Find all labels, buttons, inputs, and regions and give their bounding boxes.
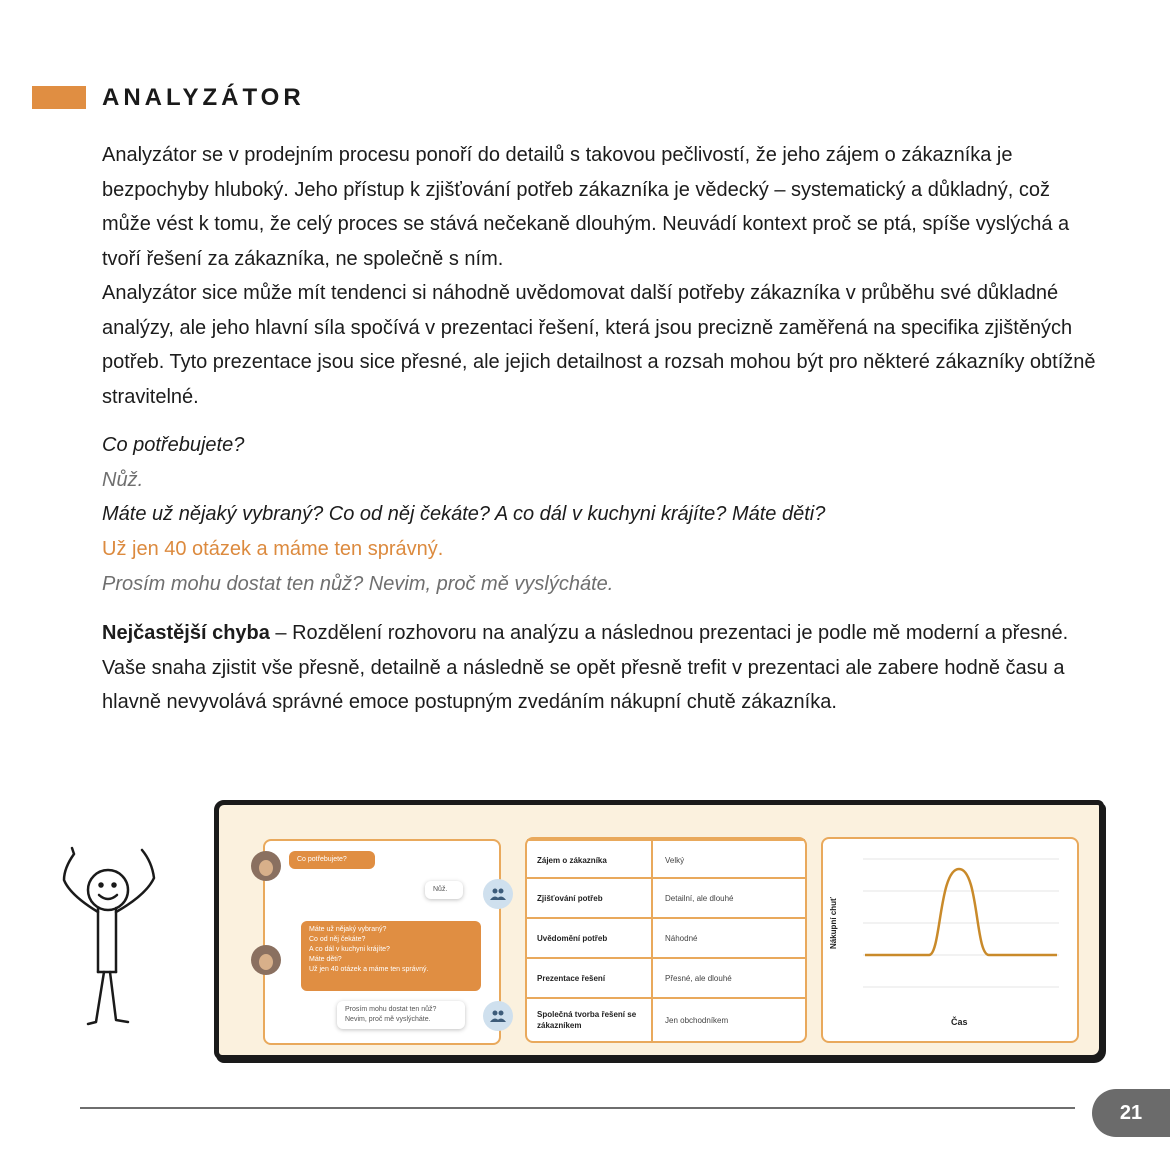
mistake-label: Nejčastější chyba (102, 622, 270, 644)
chart-gridlines (863, 859, 1059, 987)
row-value: Detailní, ale dlouhé (665, 893, 734, 903)
body-text (102, 138, 1102, 414)
mistake-text: – Rozdělení rozhovoru na analýzu a následnou prezentaci je podle mě moderní a přesné. Vaše snaha zjistit vše přesně, detailně a následně se opět přesně trefit v prezentaci ale zabere hodně času a hlavně nevyvolává správné emoce postupným zvedáním nákupní chutě zákazníka. (102, 622, 1069, 713)
table-row (527, 997, 805, 1041)
purchase-desire-chart (821, 837, 1079, 1043)
chart-canvas (823, 839, 1077, 1041)
stick-figure-illustration (50, 840, 160, 1040)
bubble-line: Prosím mohu dostat ten nůž? (345, 1006, 437, 1013)
traits-table (525, 837, 807, 1043)
section-heading: ANALYZÁTOR (102, 84, 305, 111)
footer-rule (80, 1107, 1075, 1109)
row-label: Zjišťování potřeb (537, 893, 603, 903)
seller-avatar-2 (251, 945, 281, 975)
paragraph-1: Analyzátor se v prodejním procesu ponoří do detailů s takovou pečlivostí, že jeho zájem o zákazníka je bezpochyby hluboký. Jeho přístup k zjišťování potřeb zákazníka je vědecký – systematický a důkladný, což může vést k tomu, že celý proces se stává nečekaně dlouhým. Neuvádí kontext proč se ptá, spíše vyslýchá a tvoří řešení za zákazníka, ne společně s ním. (102, 144, 1070, 270)
bubble-line: Nevim, proč mě vyslýcháte. (345, 1016, 431, 1023)
chat-bubble-customer-reply (337, 1001, 465, 1029)
bubble-line: Co od něj čekáte? (309, 936, 366, 943)
people-icon (489, 1010, 507, 1022)
page-number: 21 (1092, 1089, 1170, 1137)
bubble-line: Máte už nějaký vybraný? (309, 926, 387, 933)
seller-avatar (251, 851, 281, 881)
table-row (527, 957, 805, 997)
row-label: Prezentace řešení (537, 973, 606, 983)
chart-x-label: Čas (951, 1017, 968, 1027)
table-row (527, 917, 805, 957)
people-icon (489, 888, 507, 900)
dialog-line-3: Máte už nějaký vybraný? Co od něj čekáte? A co dál v kuchyni krájíte? Máte děti? (102, 503, 826, 526)
row-value: Velký (665, 855, 685, 865)
dialog-line-4: Už jen 40 otázek a máme ten správný. (102, 538, 444, 561)
bubble-line: A co dál v kuchyni krájíte? (309, 946, 390, 953)
analyzer-illustration-panel (214, 800, 1104, 1060)
row-value: Jen obchodníkem (665, 1015, 729, 1025)
row-value: Náhodné (665, 933, 698, 943)
heading-accent-bar (32, 86, 86, 109)
chat-card (263, 839, 501, 1045)
common-mistake (102, 616, 1102, 720)
purchase-desire-line (865, 869, 1057, 955)
chat-bubble-questions (301, 921, 481, 991)
chat-bubble-answer: Nůž. (425, 881, 463, 899)
row-label: Zájem o zákazníka (537, 855, 607, 865)
dialog-line-2: Nůž. (102, 468, 144, 491)
bubble-line: Máte děti? (309, 956, 342, 963)
customer-avatar-2 (483, 1001, 513, 1031)
paragraph-2: Analyzátor sice může mít tendenci si náhodně uvědomovat další potřeby zákazníka v průběhu své důkladné analýzy, ale jeho hlavní síla spočívá v prezentaci řešení, která jsou precizně zaměřená na specifika zjištěných potřeb. Tyto prezentace jsou sice přesné, ale jejich detailnost a rozsah mohou být pro některé zákazníky obtížně stravitelné. (102, 282, 1096, 408)
chat-bubble-question: Co potřebujete? (289, 851, 375, 869)
row-label: Společná tvorba řešení se zákazníkem (537, 1010, 637, 1030)
table-row (527, 877, 805, 917)
row-label: Uvědomění potřeb (537, 933, 608, 943)
row-value: Přesné, ale dlouhé (665, 973, 732, 983)
customer-avatar (483, 879, 513, 909)
dialog-line-1: Co potřebujete? (102, 434, 245, 456)
bubble-line: Už jen 40 otázek a máme ten správný. (309, 966, 429, 973)
dialog-line-5: Prosím mohu dostat ten nůž? Nevim, proč mě vyslýcháte. (102, 572, 614, 595)
table-row (527, 839, 805, 879)
chart-y-label: Nákupní chuť (829, 897, 838, 949)
sample-dialog (102, 428, 1102, 602)
